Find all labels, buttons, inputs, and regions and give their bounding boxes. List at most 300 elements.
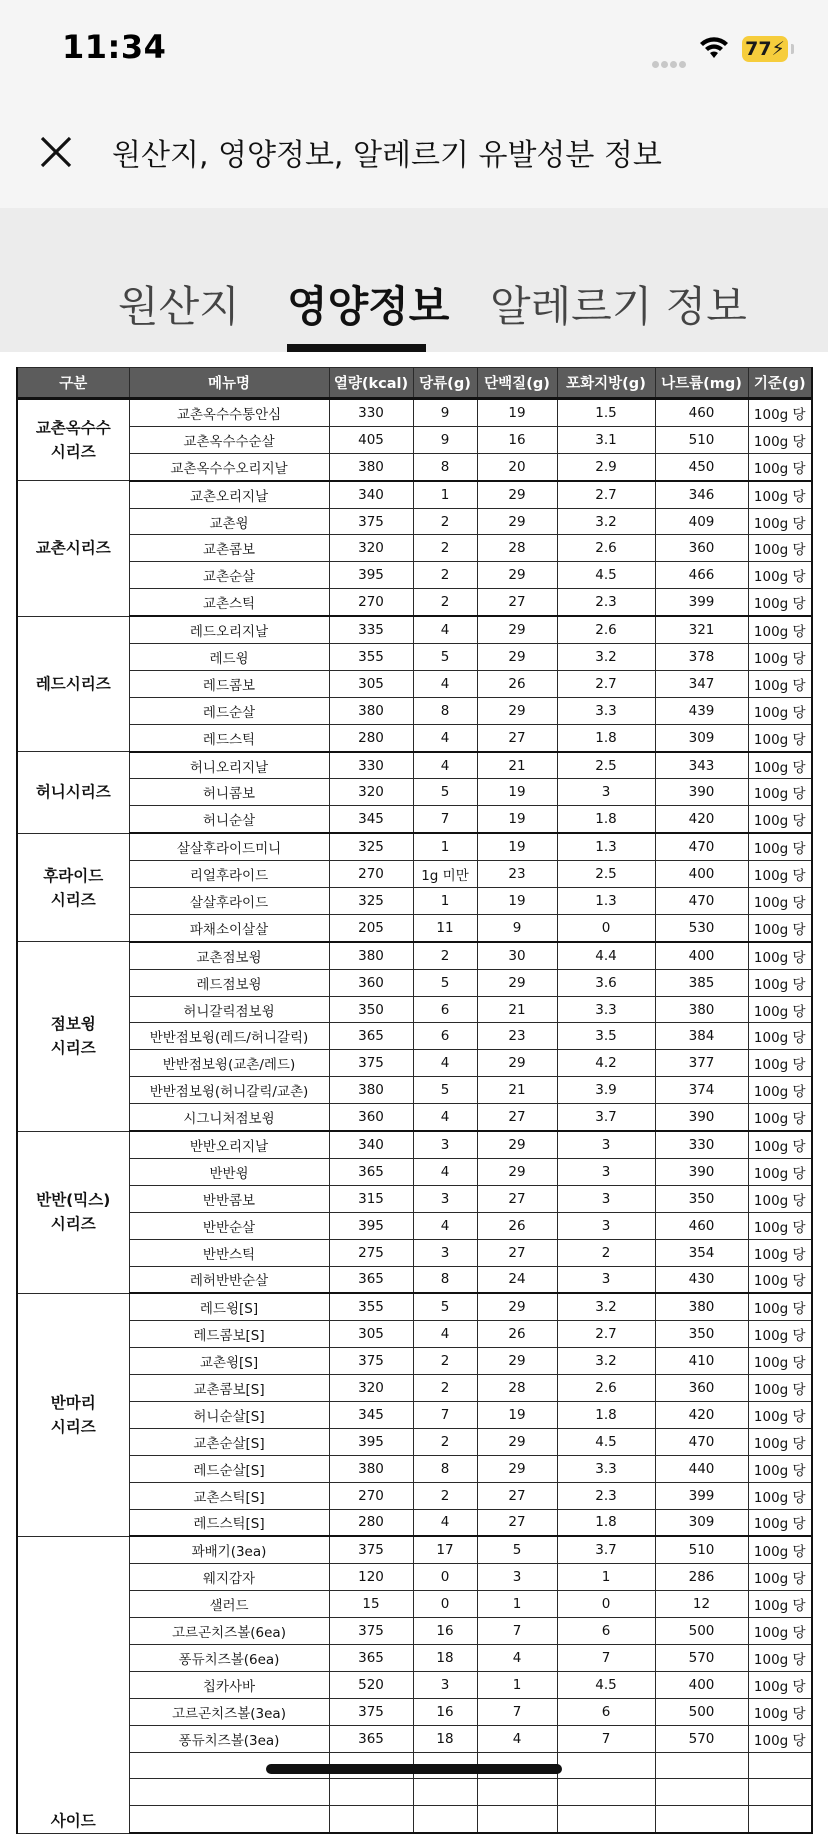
- value-cell: 3: [477, 1564, 557, 1591]
- value-cell: 275: [329, 1239, 413, 1266]
- value-cell: 27: [477, 724, 557, 751]
- value-cell: 410: [655, 1348, 748, 1375]
- menu-name-cell: 퐁듀치즈볼(6ea): [129, 1644, 329, 1671]
- value-cell: 9: [477, 914, 557, 941]
- column-header: 기준(g): [748, 368, 812, 399]
- value-cell: 29: [477, 562, 557, 589]
- value-cell: 1: [413, 888, 477, 915]
- value-cell: 330: [329, 752, 413, 779]
- value-cell: 280: [329, 724, 413, 751]
- value-cell: 1: [477, 1591, 557, 1618]
- menu-name-cell: 레허반반순살: [129, 1266, 329, 1293]
- value-cell: 400: [655, 861, 748, 888]
- value-cell: 19: [477, 399, 557, 427]
- value-cell: 4: [413, 1104, 477, 1131]
- value-cell: 3.7: [557, 1104, 655, 1131]
- table-row: [17, 1131, 812, 1158]
- table-row: [17, 1293, 812, 1320]
- value-cell: 2.7: [557, 670, 655, 697]
- value-cell: 100g 당: [748, 1564, 812, 1591]
- value-cell: 100g 당: [748, 1239, 812, 1266]
- value-cell: [413, 1806, 477, 1833]
- value-cell: [655, 1752, 748, 1779]
- value-cell: 9: [413, 399, 477, 427]
- value-cell: 29: [477, 481, 557, 508]
- table-row: [17, 1725, 812, 1752]
- menu-name-cell: 교촌오리지날: [129, 481, 329, 508]
- value-cell: 7: [477, 1618, 557, 1645]
- value-cell: 365: [329, 1644, 413, 1671]
- value-cell: 460: [655, 399, 748, 427]
- value-cell: 100g 당: [748, 1671, 812, 1698]
- table-row: [17, 426, 812, 453]
- value-cell: [557, 1779, 655, 1806]
- value-cell: 16: [413, 1698, 477, 1725]
- table-row: [17, 453, 812, 480]
- menu-name-cell: 반반콤보: [129, 1185, 329, 1212]
- value-cell: 374: [655, 1077, 748, 1104]
- value-cell: [557, 1806, 655, 1833]
- value-cell: 365: [329, 1023, 413, 1050]
- value-cell: 315: [329, 1185, 413, 1212]
- table-row: [17, 1375, 812, 1402]
- value-cell: 320: [329, 779, 413, 806]
- value-cell: [748, 1806, 812, 1833]
- value-cell: 440: [655, 1455, 748, 1482]
- menu-name-cell: 꽈배기(3ea): [129, 1536, 329, 1563]
- value-cell: 29: [477, 644, 557, 671]
- battery-level: 77: [745, 38, 772, 60]
- menu-name-cell: 교촌순살[S]: [129, 1428, 329, 1455]
- table-row: [17, 1455, 812, 1482]
- value-cell: 520: [329, 1671, 413, 1698]
- value-cell: 9: [413, 426, 477, 453]
- value-cell: 309: [655, 1509, 748, 1536]
- modal-header: [0, 100, 828, 208]
- table-row: [17, 1401, 812, 1428]
- value-cell: 2.7: [557, 481, 655, 508]
- value-cell: 6: [413, 1023, 477, 1050]
- value-cell: 15: [329, 1591, 413, 1618]
- value-cell: 2: [413, 1428, 477, 1455]
- value-cell: 365: [329, 1158, 413, 1185]
- table-row: [17, 942, 812, 969]
- value-cell: 375: [329, 508, 413, 535]
- value-cell: 19: [477, 779, 557, 806]
- table-row: [17, 1348, 812, 1375]
- value-cell: 8: [413, 453, 477, 480]
- value-cell: 27: [477, 1185, 557, 1212]
- menu-name-cell: 교촌옥수수통안심: [129, 399, 329, 427]
- table-row: [17, 644, 812, 671]
- menu-name-cell: 교촌옥수수오리지날: [129, 453, 329, 480]
- value-cell: 375: [329, 1698, 413, 1725]
- value-cell: 19: [477, 833, 557, 860]
- value-cell: 360: [329, 1104, 413, 1131]
- value-cell: 380: [655, 1293, 748, 1320]
- value-cell: 0: [557, 914, 655, 941]
- value-cell: 335: [329, 616, 413, 643]
- value-cell: 12: [655, 1591, 748, 1618]
- value-cell: 27: [477, 589, 557, 616]
- value-cell: 4: [413, 724, 477, 751]
- value-cell: 3.2: [557, 1348, 655, 1375]
- value-cell: 390: [655, 1104, 748, 1131]
- value-cell: 3: [557, 1185, 655, 1212]
- menu-name-cell: 파채소이살살: [129, 914, 329, 941]
- value-cell: 399: [655, 589, 748, 616]
- value-cell: 100g 당: [748, 1050, 812, 1077]
- value-cell: 2.9: [557, 453, 655, 480]
- value-cell: 4: [477, 1725, 557, 1752]
- value-cell: 1.8: [557, 806, 655, 833]
- value-cell: 1.8: [557, 1509, 655, 1536]
- value-cell: 5: [413, 779, 477, 806]
- value-cell: 7: [413, 1401, 477, 1428]
- value-cell: 470: [655, 888, 748, 915]
- value-cell: 4.5: [557, 562, 655, 589]
- table-row: [17, 1509, 812, 1536]
- value-cell: 4: [413, 1212, 477, 1239]
- value-cell: 100g 당: [748, 481, 812, 508]
- value-cell: 100g 당: [748, 1455, 812, 1482]
- column-header: 열량(kcal): [329, 368, 413, 399]
- table-row: [17, 969, 812, 996]
- value-cell: 1.8: [557, 724, 655, 751]
- table-row: [17, 508, 812, 535]
- tab-nutrition[interactable]: 영양정보: [287, 282, 450, 331]
- column-header: 구분: [17, 368, 129, 399]
- table-row: [17, 589, 812, 616]
- table-row: [17, 1104, 812, 1131]
- table-row: [17, 833, 812, 860]
- table-row: [17, 1644, 812, 1671]
- menu-name-cell: 허니갈릭점보윙: [129, 996, 329, 1023]
- value-cell: 1: [413, 833, 477, 860]
- value-cell: 510: [655, 1536, 748, 1563]
- page-title: 원산지, 영양정보, 알레르기 유발성분 정보: [112, 138, 662, 173]
- value-cell: 100g 당: [748, 426, 812, 453]
- menu-name-cell: 리얼후라이드: [129, 861, 329, 888]
- value-cell: 6: [557, 1618, 655, 1645]
- menu-name-cell: 반반점보윙(레드/허니갈릭): [129, 1023, 329, 1050]
- value-cell: 18: [413, 1725, 477, 1752]
- value-cell: 205: [329, 914, 413, 941]
- value-cell: 29: [477, 697, 557, 724]
- table-row: [17, 1266, 812, 1293]
- value-cell: 2: [413, 942, 477, 969]
- value-cell: 100g 당: [748, 1131, 812, 1158]
- value-cell: 375: [329, 1348, 413, 1375]
- table-row: [17, 1482, 812, 1509]
- value-cell: 340: [329, 481, 413, 508]
- value-cell: 100g 당: [748, 644, 812, 671]
- value-cell: 570: [655, 1644, 748, 1671]
- value-cell: [477, 1779, 557, 1806]
- value-cell: 4.5: [557, 1671, 655, 1698]
- table-row: [17, 888, 812, 915]
- value-cell: 2: [413, 508, 477, 535]
- value-cell: 1: [477, 1671, 557, 1698]
- value-cell: 100g 당: [748, 806, 812, 833]
- table-row: [17, 670, 812, 697]
- column-header: 당류(g): [413, 368, 477, 399]
- menu-name-cell: 허니오리지날: [129, 752, 329, 779]
- value-cell: 320: [329, 1375, 413, 1402]
- value-cell: 1g 미만: [413, 861, 477, 888]
- value-cell: 29: [477, 1455, 557, 1482]
- value-cell: 3.2: [557, 508, 655, 535]
- value-cell: [329, 1779, 413, 1806]
- table-row: [17, 1321, 812, 1348]
- menu-name-cell: 레드순살[S]: [129, 1455, 329, 1482]
- menu-name-cell: 살살후라이드미니: [129, 833, 329, 860]
- menu-name-cell: 교촌점보윙: [129, 942, 329, 969]
- value-cell: 19: [477, 1401, 557, 1428]
- value-cell: [413, 1779, 477, 1806]
- home-indicator[interactable]: [266, 1764, 562, 1774]
- close-icon[interactable]: [36, 132, 76, 172]
- value-cell: 4: [413, 1158, 477, 1185]
- value-cell: 21: [477, 996, 557, 1023]
- category-cell: 교촌옥수수 시리즈: [17, 399, 129, 481]
- value-cell: 355: [329, 1293, 413, 1320]
- value-cell: 2.6: [557, 535, 655, 562]
- value-cell: 29: [477, 1158, 557, 1185]
- value-cell: [748, 1779, 812, 1806]
- value-cell: 1: [557, 1564, 655, 1591]
- value-cell: 360: [655, 1375, 748, 1402]
- value-cell: 3.1: [557, 426, 655, 453]
- tab-allergy[interactable]: 알레르기 정보: [490, 282, 747, 331]
- value-cell: 340: [329, 1131, 413, 1158]
- value-cell: 1: [413, 481, 477, 508]
- value-cell: 100g 당: [748, 697, 812, 724]
- value-cell: 29: [477, 616, 557, 643]
- value-cell: [329, 1806, 413, 1833]
- menu-name-cell: 교촌윙[S]: [129, 1348, 329, 1375]
- value-cell: 27: [477, 1482, 557, 1509]
- value-cell: 395: [329, 1428, 413, 1455]
- menu-name-cell: 교촌콤보: [129, 535, 329, 562]
- value-cell: 100g 당: [748, 1185, 812, 1212]
- value-cell: 100g 당: [748, 1591, 812, 1618]
- value-cell: 570: [655, 1725, 748, 1752]
- table-row: [17, 562, 812, 589]
- value-cell: 27: [477, 1509, 557, 1536]
- value-cell: 6: [557, 1698, 655, 1725]
- value-cell: 29: [477, 1050, 557, 1077]
- value-cell: 3: [557, 1266, 655, 1293]
- menu-name-cell: 레드스틱[S]: [129, 1509, 329, 1536]
- value-cell: 2.3: [557, 589, 655, 616]
- table-row: [17, 1050, 812, 1077]
- value-cell: 3.7: [557, 1536, 655, 1563]
- menu-name-cell: 레드콤보: [129, 670, 329, 697]
- value-cell: 100g 당: [748, 861, 812, 888]
- menu-name-cell: 샐러드: [129, 1591, 329, 1618]
- value-cell: 100g 당: [748, 1212, 812, 1239]
- battery-cap: [791, 44, 794, 54]
- value-cell: 3.2: [557, 644, 655, 671]
- value-cell: 2.5: [557, 752, 655, 779]
- category-cell: 반마리 시리즈: [17, 1293, 129, 1536]
- menu-name-cell: 허니순살[S]: [129, 1401, 329, 1428]
- value-cell: 355: [329, 644, 413, 671]
- value-cell: 390: [655, 1158, 748, 1185]
- menu-name-cell: [129, 1779, 329, 1806]
- value-cell: 4: [477, 1644, 557, 1671]
- value-cell: 100g 당: [748, 1348, 812, 1375]
- value-cell: 8: [413, 1455, 477, 1482]
- value-cell: 2: [413, 1375, 477, 1402]
- menu-name-cell: 레드순살: [129, 697, 329, 724]
- table-row: [17, 1779, 812, 1806]
- menu-name-cell: 레드스틱: [129, 724, 329, 751]
- menu-name-cell: 시그니처점보윙: [129, 1104, 329, 1131]
- value-cell: 4.5: [557, 1428, 655, 1455]
- menu-name-cell: [129, 1806, 329, 1833]
- value-cell: 100g 당: [748, 562, 812, 589]
- table-row: [17, 1158, 812, 1185]
- value-cell: 20: [477, 453, 557, 480]
- category-cell: 후라이드 시리즈: [17, 833, 129, 942]
- value-cell: 270: [329, 861, 413, 888]
- value-cell: 375: [329, 1536, 413, 1563]
- value-cell: 100g 당: [748, 508, 812, 535]
- value-cell: 100g 당: [748, 670, 812, 697]
- menu-name-cell: 레드콤보[S]: [129, 1321, 329, 1348]
- value-cell: 380: [329, 453, 413, 480]
- menu-name-cell: 허니순살: [129, 806, 329, 833]
- value-cell: 345: [329, 1401, 413, 1428]
- table-row: [17, 1591, 812, 1618]
- category-cell: 점보윙 시리즈: [17, 942, 129, 1131]
- value-cell: 3: [413, 1671, 477, 1698]
- nutrition-table: [16, 367, 813, 1834]
- menu-name-cell: 반반순살: [129, 1212, 329, 1239]
- value-cell: 399: [655, 1482, 748, 1509]
- value-cell: 320: [329, 535, 413, 562]
- table-row: [17, 1212, 812, 1239]
- value-cell: 450: [655, 453, 748, 480]
- value-cell: 30: [477, 942, 557, 969]
- value-cell: 0: [557, 1591, 655, 1618]
- table-row: [17, 724, 812, 751]
- value-cell: 354: [655, 1239, 748, 1266]
- value-cell: 395: [329, 1212, 413, 1239]
- value-cell: 405: [329, 426, 413, 453]
- value-cell: 470: [655, 1428, 748, 1455]
- value-cell: 24: [477, 1266, 557, 1293]
- value-cell: 100g 당: [748, 1321, 812, 1348]
- value-cell: 395: [329, 562, 413, 589]
- table-row: [17, 399, 812, 427]
- menu-name-cell: 레드윙[S]: [129, 1293, 329, 1320]
- value-cell: 5: [477, 1536, 557, 1563]
- tab-origin[interactable]: 원산지: [118, 282, 240, 331]
- value-cell: 420: [655, 806, 748, 833]
- value-cell: 29: [477, 1348, 557, 1375]
- value-cell: 350: [655, 1321, 748, 1348]
- battery-icon: 77⚡: [742, 36, 788, 62]
- value-cell: 330: [329, 399, 413, 427]
- value-cell: 280: [329, 1509, 413, 1536]
- value-cell: 100g 당: [748, 616, 812, 643]
- value-cell: 100g 당: [748, 535, 812, 562]
- menu-name-cell: 살살후라이드: [129, 888, 329, 915]
- value-cell: 7: [557, 1644, 655, 1671]
- value-cell: 26: [477, 670, 557, 697]
- table-row: [17, 616, 812, 643]
- value-cell: 305: [329, 1321, 413, 1348]
- value-cell: 375: [329, 1618, 413, 1645]
- value-cell: 100g 당: [748, 724, 812, 751]
- value-cell: 2: [413, 535, 477, 562]
- value-cell: 100g 당: [748, 1158, 812, 1185]
- value-cell: 1.5: [557, 399, 655, 427]
- value-cell: 510: [655, 426, 748, 453]
- menu-name-cell: 레드오리지날: [129, 616, 329, 643]
- value-cell: 21: [477, 752, 557, 779]
- table-row: [17, 1428, 812, 1455]
- value-cell: 500: [655, 1698, 748, 1725]
- value-cell: 365: [329, 1725, 413, 1752]
- menu-name-cell: 교촌콤보[S]: [129, 1375, 329, 1402]
- column-header: 메뉴명: [129, 368, 329, 399]
- value-cell: 27: [477, 1104, 557, 1131]
- value-cell: 530: [655, 914, 748, 941]
- value-cell: 430: [655, 1266, 748, 1293]
- value-cell: 2.3: [557, 1482, 655, 1509]
- menu-name-cell: 고르곤치즈볼(6ea): [129, 1618, 329, 1645]
- value-cell: 100g 당: [748, 589, 812, 616]
- value-cell: 27: [477, 1239, 557, 1266]
- menu-name-cell: 반반점보윙(허니갈릭/교촌): [129, 1077, 329, 1104]
- table-row: [17, 861, 812, 888]
- value-cell: 390: [655, 779, 748, 806]
- menu-name-cell: 교촌스틱[S]: [129, 1482, 329, 1509]
- value-cell: 4: [413, 670, 477, 697]
- value-cell: 305: [329, 670, 413, 697]
- menu-name-cell: 교촌옥수수순살: [129, 426, 329, 453]
- value-cell: 1.3: [557, 888, 655, 915]
- value-cell: [655, 1779, 748, 1806]
- value-cell: 286: [655, 1564, 748, 1591]
- table-row: [17, 914, 812, 941]
- nutrition-table-container[interactable]: [16, 367, 811, 1830]
- value-cell: 100g 당: [748, 996, 812, 1023]
- value-cell: 16: [477, 426, 557, 453]
- value-cell: 100g 당: [748, 1536, 812, 1563]
- menu-name-cell: 레드점보윙: [129, 969, 329, 996]
- value-cell: 5: [413, 969, 477, 996]
- table-row: [17, 1698, 812, 1725]
- table-row: [17, 481, 812, 508]
- column-header: 포화지방(g): [557, 368, 655, 399]
- value-cell: 3: [557, 1158, 655, 1185]
- value-cell: 8: [413, 1266, 477, 1293]
- value-cell: 2.7: [557, 1321, 655, 1348]
- table-row: [17, 1806, 812, 1833]
- value-cell: 380: [329, 1455, 413, 1482]
- value-cell: 6: [413, 996, 477, 1023]
- value-cell: 2: [413, 562, 477, 589]
- value-cell: 345: [329, 806, 413, 833]
- category-cell: 사이드: [17, 1536, 129, 1833]
- table-row: [17, 1536, 812, 1563]
- value-cell: 100g 당: [748, 1509, 812, 1536]
